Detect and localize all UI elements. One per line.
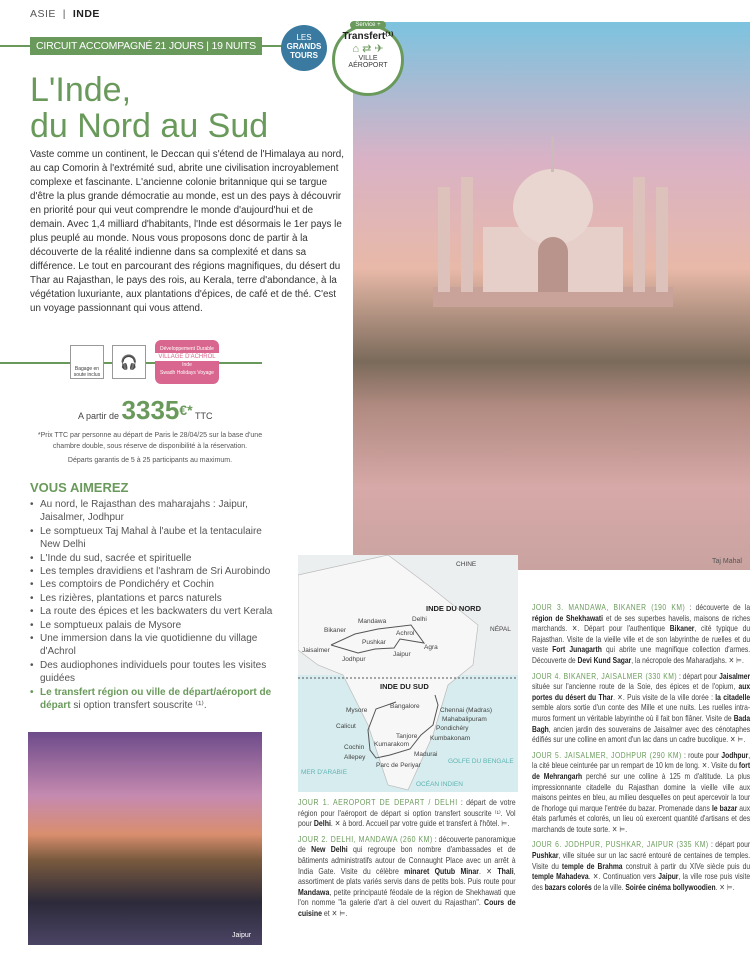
day-text: qui abrite une magnifique collection d'armes. Découverte de	[532, 645, 751, 665]
itinerary-column-right	[532, 603, 750, 898]
day-text: et de ses superbes havelis, maisons de riches marchands. ✕. Départ pour l'authentique	[532, 613, 751, 634]
day-bold-text: Bada Bagh	[532, 713, 751, 734]
day-text: , la ville rose puis visite des	[532, 872, 751, 892]
list-item-transfer	[30, 686, 275, 713]
map-city: Cochin	[344, 744, 365, 751]
map-city: Jaipur	[393, 651, 411, 658]
route-map	[298, 555, 518, 792]
day-bold-text: Mandawa	[298, 887, 330, 897]
transfer-badge	[332, 24, 404, 96]
badge-text: VILLAGE D'ACHROL	[155, 353, 219, 361]
day-paragraph	[532, 751, 750, 836]
village-achrol-badge	[155, 340, 219, 384]
map-shapes	[298, 555, 518, 792]
map-label: NÉPAL	[490, 626, 511, 633]
day-text: . ✕. Continuation vers	[588, 872, 659, 882]
day-paragraph	[298, 798, 516, 830]
taj-mahal-silhouette	[433, 137, 673, 327]
day-heading: JOUR 3. MANDAWA, BIKANER (190 KM)	[532, 603, 686, 612]
page-title	[30, 72, 268, 144]
note-line: *Prix TTC par personne au départ de Paris le 28/04/25 sur la base d'une chambre double, sous réserve de disponibilité à la réservation.	[37, 432, 263, 450]
day-bold-text: temple Mahadeva	[532, 872, 589, 882]
day-heading: JOUR 4. BIKANER, JAISALMER (330 KM)	[532, 671, 678, 681]
map-city: Parc de Periyar	[376, 762, 421, 769]
day-text: . ✕ ⊨.	[715, 882, 735, 892]
day-text: , ville située sur un lac sacré entouré de centaines de temples. Visite du	[532, 851, 751, 871]
grands-tours-badge	[281, 25, 327, 71]
list-item: • Le somptueux palais de Mysore	[30, 619, 275, 632]
map-city: Jodhpur	[342, 656, 366, 663]
map-city: Bangalore	[390, 703, 420, 710]
day-bold-text: région de Shekhawati	[532, 613, 604, 623]
map-city: Madurai	[414, 751, 438, 758]
day-text: . ✕	[479, 866, 498, 876]
taj-mahal-photo	[353, 22, 750, 570]
price-prefix: A partir de	[78, 411, 120, 421]
day-text: , la cité bleue ceinturée par un rempart de 10 km de long. ✕. Visite du	[532, 750, 751, 771]
day-text: de la ville.	[591, 882, 626, 892]
day-bold-text: fort de Mehrangarh	[532, 761, 751, 781]
day-text: qui regroupe bon nombre d'ambassades et de bâtiments administratifs autour de Connaught Place avec un arrêt à India Gate. Visite du célèbre	[298, 845, 516, 876]
day-text: . ✕ à bord. Accueil par votre guide et transfert à l'hôtel. ⊨.	[330, 819, 510, 829]
service-label: Service +	[350, 21, 386, 29]
highlight-rest: si option transfert souscrite ⁽¹⁾.	[70, 700, 207, 712]
badge-line: GRANDS	[286, 42, 322, 51]
day-bold-text: Devi Kund Sagar	[577, 655, 632, 665]
day-paragraph	[298, 835, 516, 920]
day-bold-text: minaret Qutub Minar	[404, 866, 480, 876]
note-line: Départs garantis de 5 à 25 participants au maximum.	[67, 457, 233, 464]
map-label: INDE DU NORD	[426, 604, 482, 613]
photo-caption: Jaipur	[232, 932, 252, 939]
day-heading: JOUR 5. JAISALMER, JODHPUR (290 KM)	[532, 750, 682, 760]
list-item: • L'Inde du sud, sacrée et spirituelle	[30, 552, 275, 565]
jaipur-photo	[28, 732, 262, 945]
map-label: MER D'ARABIE	[301, 769, 348, 776]
audioguide-icon: 🎧	[112, 345, 146, 379]
map-city: Allepey	[344, 754, 366, 761]
breadcrumb-region[interactable]: ASIE	[30, 8, 56, 20]
map-city: Achrol	[396, 630, 415, 637]
circuit-banner: CIRCUIT ACCOMPAGNÉ 21 JOURS | 19 NUITS	[30, 37, 262, 55]
day-heading: JOUR 1. AEROPORT DE DEPART / DELHI	[298, 798, 458, 807]
price-suffix: TTC	[194, 411, 213, 421]
day-bold-text: Soirée cinéma bollywoodien	[625, 882, 716, 892]
list-item: • Au nord, le Rajasthan des maharajahs : Jaipur, Jaisalmer, Jodhpur	[30, 498, 275, 525]
price	[78, 395, 212, 426]
list-item: • Les rizières, plantations et parcs naturels	[30, 592, 275, 605]
price-amount: 3335	[121, 395, 180, 425]
day-text: aux étals parfumés et colorés, un lieu où exercent quantité d'artisans et des marchands de toute sorte. ✕ ⊨.	[532, 803, 751, 834]
day-text: : découverte de la	[685, 603, 751, 612]
day-text: et ✕ ⊨.	[321, 908, 348, 918]
price-note	[30, 430, 270, 466]
badge-text: Inde	[182, 362, 192, 368]
breadcrumb-country[interactable]: INDE	[72, 8, 100, 20]
day-text: : départ pour	[708, 840, 751, 850]
map-city: Pondichéry	[436, 725, 469, 732]
day-bold-text: aux portes du désert du Thar	[532, 682, 751, 702]
section-title: VOUS AIMEREZ	[30, 480, 129, 495]
day-bold-text: Jodhpur	[721, 750, 749, 760]
day-text: , la nécropole des Maharadjahs. ✕ ⊨.	[631, 655, 744, 665]
day-text: . ✕. Puis visite de la ville dorée :	[613, 692, 716, 702]
map-label: CHINE	[456, 561, 477, 568]
map-city: Kumbakonam	[430, 735, 471, 742]
map-city: Mandawa	[358, 618, 387, 625]
day-bold-text: Bikaner	[669, 624, 695, 634]
list-item: • Une immersion dans la vie quotidienne du village d'Achrol	[30, 632, 275, 659]
title-part: Inde,	[55, 71, 132, 109]
day-paragraph	[532, 672, 750, 746]
day-bold-text: New Delhi	[311, 845, 348, 855]
day-text: : départ de votre région pour l'aéroport de départ si option transfert souscrite ⁽¹⁾. Vol pour	[298, 798, 516, 829]
day-paragraph	[532, 603, 750, 667]
day-heading: JOUR 6. JODHPUR, PUSHKAR, JAIPUR (335 KM)	[532, 840, 709, 850]
transfer-title: Transfert⁽¹⁾	[342, 31, 394, 42]
city-airport-transfer-icon: ⌂ ⇄ ✈	[352, 43, 384, 55]
list-item: • Les comptoirs de Pondichéry et Cochin	[30, 578, 275, 591]
map-city: Mysore	[346, 707, 368, 714]
highlight-text: Le transfert région ou ville de départ/aéroport de départ	[40, 686, 272, 712]
highlights-list	[30, 498, 275, 713]
price-currency: €*	[179, 402, 193, 418]
list-item: • Des audiophones individuels pour toutes les visites guidées	[30, 659, 275, 686]
day-text: perché sur une colline à 125 m d'altitude. La plus impressionnante citadelle du Rajasthan domine la vieille ville aux maisons peintes en bleu, au milieu desquelles on peut apercevoir la tour de l'horloge qui marque l'entrée du bazar. Promenade dans	[532, 771, 751, 813]
map-city: Tanjore	[396, 733, 418, 740]
badge-text: Swadh Holidays Voyage	[160, 370, 214, 376]
day-text: , petite principauté féodale de la région de Shekhawati que l'on nomme "la galerie d'art à ciel ouvert du Rajasthan".	[298, 887, 516, 908]
baggage-icon	[70, 345, 104, 379]
badge-line: LES	[296, 33, 312, 42]
transfer-sub: AÉROPORT	[348, 62, 388, 69]
day-text: construit à partir du XIVe siècle puis du	[622, 861, 751, 871]
list-item: • La route des épices et les backwaters du vert Kerala	[30, 605, 275, 618]
day-text: située sur l'ancienne route de la Soie, des épices et de l'opium,	[532, 682, 739, 692]
map-city: Chennai (Madras)	[440, 707, 493, 714]
day-bold-text: Pushkar	[532, 851, 559, 861]
day-bold-text: la citadelle	[715, 692, 751, 702]
transfer-sub: VILLE	[358, 55, 378, 62]
map-city: Delhi	[412, 616, 427, 623]
badge-text: Développement Durable	[160, 346, 214, 352]
map-city: Pushkar	[362, 639, 386, 646]
map-city: Jaisalmer	[302, 647, 330, 654]
title-part: L'	[30, 71, 56, 109]
itinerary-column-left	[298, 798, 516, 925]
day-bold-text: Thali	[497, 866, 514, 876]
day-text: semble alors sortie d'un conte des Mille et une nuits. Les ruelles intra-muros forment un véritable labyrinthe où il fait bon flâner. Visite de	[532, 703, 751, 723]
day-text: , ancien jardin des souverains de Jaisalmer avec des cénotaphes édifiés sur une colline en amont d'un lac dans un cadre bucolique. ✕ ⊨.	[532, 724, 751, 745]
day-bold-text: Fort Junagarth	[552, 645, 602, 655]
day-bold-text: bazars colorés	[544, 882, 592, 892]
map-city: Bikaner	[324, 627, 347, 634]
breadcrumb: ASIE | INDE	[30, 8, 100, 20]
day-bold-text: Jaipur	[658, 872, 679, 882]
day-heading: JOUR 2. DELHI, MANDAWA (260 KM)	[298, 834, 433, 844]
map-city: Kumarakom	[374, 741, 410, 748]
map-label: OCÉAN INDIEN	[416, 781, 463, 788]
list-item: • Les temples dravidiens et l'ashram de Sri Aurobindo	[30, 565, 275, 578]
day-text: : découverte panoramique de	[298, 834, 516, 855]
badge-line: TOURS	[290, 51, 318, 60]
intro-text: Vaste comme un continent, le Deccan qui s'étend de l'Himalaya au nord, au cap Comorin à l'extrémité sud, abrite une civilisation incroyablement complexe et fascinante. L'ancienne colonie britannique qui se targue d'être la plus grande démocratie au monde, est un des pays à découvrir en priorité pour qui veut comprendre le monde d'aujourd'hui et de demain. Avec 1,4 milliard d'habitants, l'Inde est désormais le 1er pays le plus peuplé au monde. Nous vous proposons donc de partir à la découverte de la réalité indienne dans sa complexité et dans sa différence. Le tout en parcourant des régions magnifiques, du désert du Thar au Rajasthan, le pays des rois, au Kerala, terre d'abondance, à la végétation luxuriante, aux plantations d'épices, de café et de thé. C'est un voyage passionnant qui vous attend.	[30, 149, 344, 314]
day-bold-text: temple de Brahma	[561, 861, 623, 871]
map-label: INDE DU SUD	[380, 682, 429, 691]
day-bold-text: Cours de cuisine	[298, 898, 516, 918]
map-label: GOLFE DU BENGALE	[448, 758, 514, 765]
day-text: , assortiment de plats variés servis dans de petits bols. Puis route pour	[298, 866, 516, 887]
day-bold-text: le bazar	[711, 803, 738, 813]
title-subline: du Nord au Sud	[30, 107, 269, 145]
baggage-label: Bagage en soute inclus	[73, 366, 101, 378]
day-text: , cité typique du Rajasthan. Visite de la vieille ville et de son labyrinthe de ruelles et du vaste	[532, 624, 751, 655]
day-bold-text: Delhi	[313, 819, 331, 829]
day-bold-text: Jaisalmer	[719, 671, 751, 681]
photo-caption: Taj Mahal	[712, 558, 742, 565]
map-city: Mahabalipuram	[442, 716, 487, 723]
day-text: : route pour	[681, 750, 722, 760]
map-city: Calicut	[336, 723, 356, 730]
day-paragraph	[532, 840, 750, 893]
map-city: Agra	[424, 644, 438, 651]
list-item: • Le somptueux Taj Mahal à l'aube et la tentaculaire New Delhi	[30, 525, 275, 552]
day-text: : départ pour	[677, 671, 720, 681]
